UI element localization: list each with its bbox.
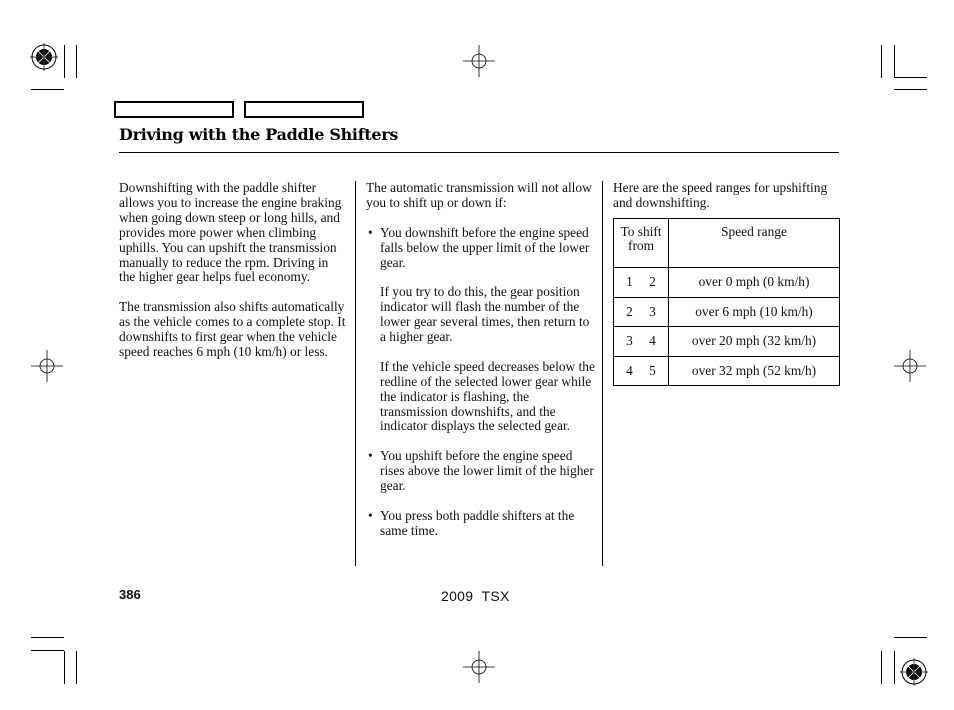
crop-line <box>76 45 77 78</box>
crop-line <box>894 45 895 78</box>
column-divider <box>355 181 356 566</box>
crop-line <box>881 45 882 78</box>
gear-from: 3 <box>626 333 633 349</box>
gear-to: 2 <box>649 274 656 290</box>
page-title: Driving with the Paddle Shifters <box>119 125 399 144</box>
table-row <box>614 356 840 386</box>
gear-to: 3 <box>649 303 656 319</box>
header-tab-box <box>244 101 364 118</box>
speed-range-table <box>613 218 840 386</box>
crosshair-icon <box>463 45 495 77</box>
registration-target-icon <box>900 658 928 686</box>
crop-line <box>64 651 65 684</box>
column-divider <box>602 181 603 566</box>
bullet-icon: • <box>368 448 373 464</box>
crop-line <box>881 651 882 684</box>
crosshair-icon <box>463 651 495 683</box>
list-item-text: You press both paddle shifters at the same time. <box>380 507 575 538</box>
registration-target-icon <box>30 43 58 71</box>
table-header-cell: Speed range <box>669 219 840 268</box>
list-item-text: You downshift before the engine speed falls below the upper limit of the lower gear. <box>380 224 590 270</box>
table-row <box>614 297 840 327</box>
column-1 <box>119 181 347 360</box>
gear-to: 4 <box>649 333 656 349</box>
table-header-row <box>614 219 840 268</box>
crop-line <box>31 650 64 651</box>
crop-line <box>894 637 927 638</box>
crop-line <box>31 89 64 90</box>
gear-from: 4 <box>626 362 633 378</box>
gear-cell <box>614 297 669 327</box>
speed-cell: over 0 mph (0 km/h) <box>669 268 840 298</box>
list-item <box>366 449 596 494</box>
title-divider <box>119 152 839 153</box>
speed-cell: over 6 mph (10 km/h) <box>669 297 840 327</box>
crop-line <box>64 45 65 78</box>
column-3 <box>613 181 841 211</box>
bullet-icon: • <box>368 224 373 240</box>
table-row <box>614 268 840 298</box>
gear-from: 1 <box>626 274 633 290</box>
list-item <box>366 226 596 271</box>
crop-line <box>76 651 77 684</box>
paragraph: The transmission also shifts automatically as the vehicle comes to a complete stop. It downshifts to first gear when the vehicle speed reaches 6 mph (10 km/h) or less. <box>119 299 346 359</box>
crosshair-icon <box>894 350 926 382</box>
speed-cell: over 20 mph (32 km/h) <box>669 327 840 357</box>
crop-line <box>894 651 895 684</box>
paragraph: Downshifting with the paddle shifter allows you to increase the engine braking when going down steep or long hills, and provides more power when climbing uphills. You can upshift the transmission manually to reduce the rpm. Driving in the higher gear helps fuel economy. <box>119 180 342 285</box>
model-label: 2009 TSX <box>441 588 510 604</box>
gear-cell <box>614 268 669 298</box>
crosshair-icon <box>31 350 63 382</box>
header-tab-box <box>114 101 234 118</box>
gear-cell <box>614 356 669 386</box>
gear-from: 2 <box>626 303 633 319</box>
list-item-text: You upshift before the engine speed rises above the lower limit of the higher gear. <box>380 448 594 494</box>
speed-cell: over 32 mph (52 km/h) <box>669 356 840 386</box>
crop-line <box>894 89 927 90</box>
table-row <box>614 327 840 357</box>
paragraph: Here are the speed ranges for upshifting and downshifting. <box>613 180 828 210</box>
crop-line <box>894 77 927 78</box>
page-number: 386 <box>119 587 141 602</box>
column-2 <box>366 181 596 539</box>
paragraph: If you try to do this, the gear position indicator will flash the number of the lower gear several times, then return to a higher gear. <box>380 284 590 345</box>
list-item <box>366 509 596 539</box>
crop-line <box>31 637 64 638</box>
paragraph: The automatic transmission will not allow you to shift up or down if: <box>366 180 592 210</box>
gear-to: 5 <box>649 362 656 378</box>
gear-cell <box>614 327 669 357</box>
bullet-icon: • <box>368 507 373 523</box>
paragraph: If the vehicle speed decreases below the redline of the selected lower gear while the indicator is flashing, the transmission downshifts, and the indicator displays the selected gear. <box>380 358 595 434</box>
table-header-cell: To shift from <box>614 219 669 268</box>
